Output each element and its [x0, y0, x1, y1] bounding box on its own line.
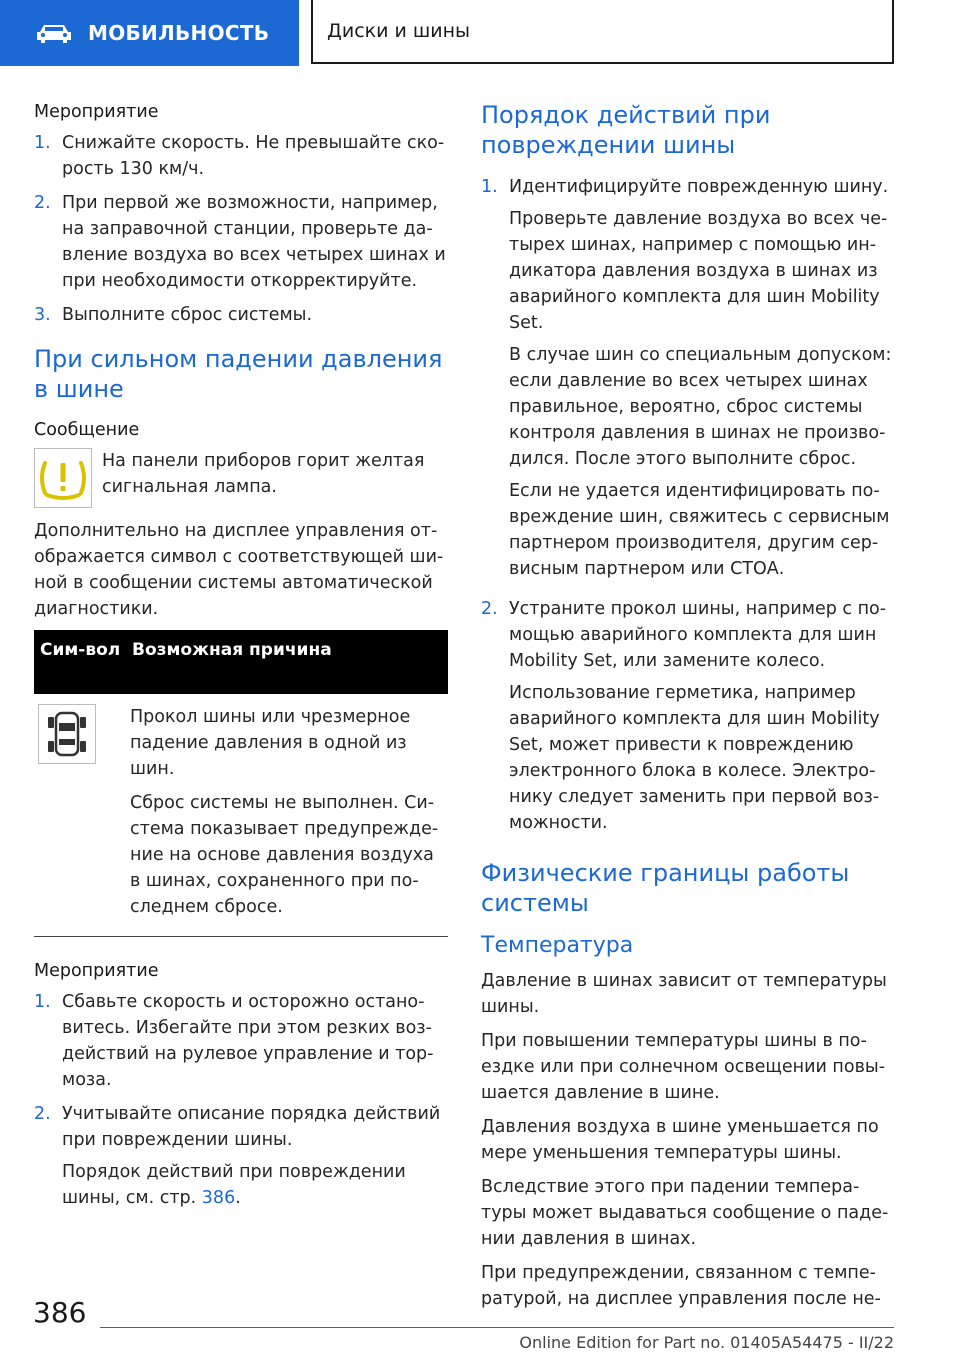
- message-row: [34, 448, 448, 508]
- cross-reference: Порядок действий при повреждении шины, см. стр. 386.: [62, 1162, 406, 1208]
- list-item: 2. Учитывайте описание порядка действий при повреждении шины. Порядок действий при повреждении шины, см. стр. 386.: [34, 1101, 448, 1217]
- steps-list: [481, 174, 895, 842]
- table-header-symbol: Сим-вол: [40, 640, 121, 660]
- list-item: 1. Снижайте скорость. Не превышайте ско-рость 130 км/ч.: [34, 133, 445, 179]
- table-cell: Сброс системы не выполнен. Си-стема показывает предупрежде-ние на основе давления воздуха в шинах, сохраненного при по-следнем сбросе.: [130, 793, 439, 917]
- measures-title: Мероприятие: [34, 102, 159, 122]
- measures-list: [34, 130, 448, 328]
- list-item: 2. При первой же возможности, например, на заправочной станции, проверьте да-вление воздуха во всех четырех шинах и при необходимости откорректируйте.: [34, 193, 446, 291]
- table-cell: Прокол шины или чрезмерное падение давления в одной из шин.: [130, 707, 411, 779]
- paragraph: Вследствие этого при падении темпера-туры может выдаваться сообщение о паде-нии давления в шинах.: [481, 1177, 889, 1249]
- list-item: 3. Выполните сброс системы.: [34, 305, 313, 325]
- subsection-heading: Температура: [481, 933, 634, 958]
- table-row: [34, 694, 448, 937]
- tire-position-icon: [38, 704, 96, 764]
- table-header: [34, 630, 448, 694]
- section-heading: При сильном падении давления в шине: [34, 345, 443, 403]
- paragraph: При повышении температуры шины в по-ездке или при солнечном освещении повы-шается давление в шине.: [481, 1031, 886, 1103]
- left-column: [34, 100, 448, 1229]
- footer-divider: [100, 1327, 894, 1328]
- chapter-title: Диски и шины: [311, 0, 894, 64]
- page-number: 386: [33, 1296, 87, 1329]
- right-column: [481, 100, 895, 1320]
- paragraph: При предупреждении, связанном с темпе-ратурой, на дисплее управления после не-: [481, 1263, 881, 1309]
- page-link[interactable]: 386: [201, 1188, 236, 1208]
- measures-list: [34, 989, 448, 1217]
- list-item: 2. Устраните прокол шины, например с по-мощью аварийного комплекта для шин Mobility Set, или замените колесо. Использование герметика, например аварийного комплекта для шин Mobility Set, может привести к повреждению электронного блока в колесе. Электро-нику следует заменить при первой воз-можности.: [481, 599, 887, 833]
- symbol-table: [34, 630, 448, 937]
- measures-title: Мероприятие: [34, 961, 159, 981]
- footer-edition: Online Edition for Part no. 01405A54475 - II/22: [519, 1333, 894, 1352]
- list-item: 1. Идентифицируйте поврежденную шину. Проверьте давление воздуха во всех че-тырех шинах, например с помощью ин-дикатора давления воздуха в шинах из аварийного комплекта для шин Mobility Set. В случае шин со специальным допуском: если давление во всех четырех шинах правильное, вероятно, сброс системы контроля давления в шинах не произво-дился. После этого выполните сброс. Если не удается идентифицировать по-вреждение шин, свяжитесь с сервисным партнером производителя, другим сер-висным партнером или СТОА.: [481, 177, 892, 579]
- section-heading: Физические границы работы системы: [481, 859, 850, 917]
- car-icon: [34, 22, 74, 44]
- list-item: 1. Сбавьте скорость и осторожно остано-витесь. Избегайте при этом резких воз-действий на рулевое управление и тор-моза.: [34, 992, 434, 1090]
- table-header-cause: Возможная причина: [132, 640, 332, 660]
- section-label: МОБИЛЬНОСТЬ: [88, 21, 270, 45]
- additional-text: Дополнительно на дисплее управления от-ображается символ с соответствующей ши-ной в сообщении системы автоматической диагностики.: [34, 521, 444, 619]
- paragraph: Давления воздуха в шине уменьшается по мере уменьшения температуры шины.: [481, 1117, 879, 1163]
- message-text: На панели приборов горит желтая сигнальная лампа.: [102, 451, 425, 497]
- tire-pressure-warning-icon: [34, 448, 92, 508]
- section-tab[interactable]: [0, 0, 299, 66]
- message-title: Сообщение: [34, 420, 140, 440]
- section-heading: Порядок действий при повреждении шины: [481, 101, 771, 159]
- page-header: [0, 0, 960, 68]
- paragraph: Давление в шинах зависит от температуры шины.: [481, 971, 887, 1017]
